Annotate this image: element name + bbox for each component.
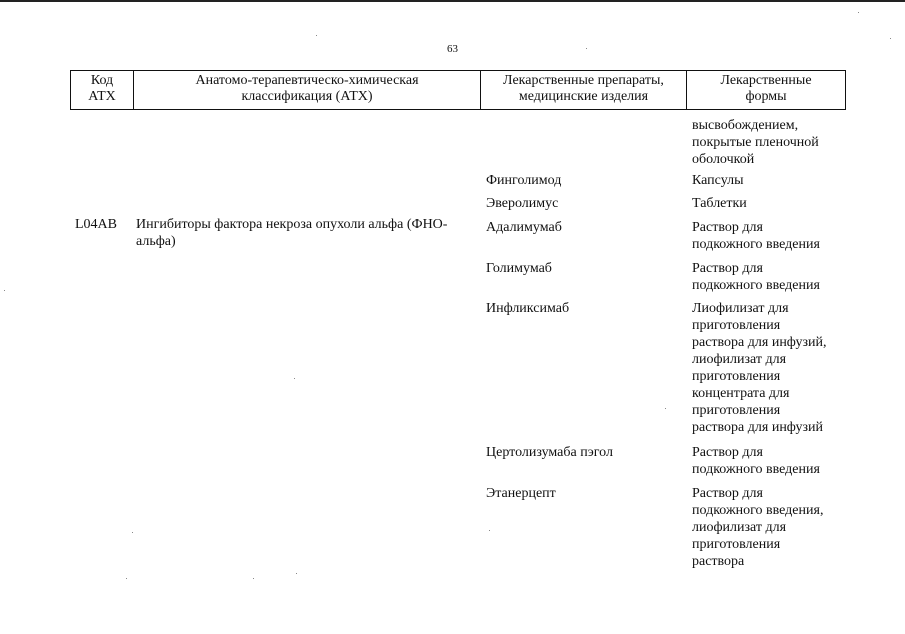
drug-name: Адалимумаб xyxy=(486,220,562,235)
header-forms xyxy=(686,71,845,109)
form-line: Раствор для xyxy=(692,220,763,235)
scan-speck xyxy=(489,530,490,531)
form-line: концентрата для xyxy=(692,386,790,401)
scan-speck xyxy=(296,573,297,574)
header-classification xyxy=(133,71,480,109)
form-line: подкожного введения xyxy=(692,462,820,477)
form-line: подкожного введения, xyxy=(692,503,824,518)
header-classification-line: классификация (АТХ) xyxy=(241,89,373,104)
drug-name: Финголимод xyxy=(486,173,562,188)
form-line: Лиофилизат для xyxy=(692,301,789,316)
form-line: раствора для инфузий, xyxy=(692,335,827,350)
form-line: лиофилизат для xyxy=(692,520,787,535)
form-line: подкожного введения xyxy=(692,237,820,252)
form-line: Капсулы xyxy=(692,173,744,188)
form-line: раствора xyxy=(692,554,745,569)
drug-form xyxy=(692,195,747,212)
scan-speck xyxy=(665,408,666,409)
drug-form xyxy=(692,300,827,436)
header-drugs xyxy=(480,71,686,109)
form-line: Раствор для xyxy=(692,261,763,276)
group-name-line: альфа) xyxy=(136,234,176,249)
drug-name: Голимумаб xyxy=(486,261,552,276)
form-line: приготовления xyxy=(692,537,781,552)
top-edge-line xyxy=(0,0,905,2)
drug-form xyxy=(692,485,823,570)
form-line: приготовления xyxy=(692,403,781,418)
table-header xyxy=(70,70,846,110)
form-line: высвобождением, xyxy=(692,118,799,133)
scan-speck xyxy=(132,532,133,533)
drug-form xyxy=(692,172,743,189)
form-line: лиофилизат для xyxy=(692,352,787,367)
header-code-line: Код xyxy=(90,73,114,88)
form-line: подкожного введения xyxy=(692,278,820,293)
drug-form xyxy=(692,219,820,253)
group-code: L04AB xyxy=(75,217,117,232)
scan-speck xyxy=(890,38,891,39)
form-line: оболочкой xyxy=(692,152,755,167)
drug-name: Этанерцепт xyxy=(486,486,556,501)
drug-form xyxy=(692,444,820,478)
scan-speck xyxy=(253,578,254,579)
scan-speck xyxy=(586,48,587,49)
header-code xyxy=(71,71,133,109)
form-line: Раствор для xyxy=(692,445,763,460)
page-number: 63 xyxy=(447,43,458,55)
continued-form xyxy=(692,117,819,168)
form-line: Таблетки xyxy=(692,196,747,211)
form-line: покрытые пленочной xyxy=(692,135,819,150)
header-drugs-line: Лекарственные препараты, xyxy=(503,73,664,88)
scan-speck xyxy=(858,12,859,13)
drug-form xyxy=(692,260,820,294)
drug-name: Цертолизумаба пэгол xyxy=(486,445,613,460)
header-drugs-line: медицинские изделия xyxy=(518,89,649,104)
scan-speck xyxy=(4,290,5,291)
drug-name: Инфликсимаб xyxy=(486,301,570,316)
header-forms-line: формы xyxy=(745,89,787,104)
form-line: приготовления xyxy=(692,318,781,333)
header-classification-line: Анатомо-терапевтическо-химическая xyxy=(195,73,419,88)
scan-speck xyxy=(126,578,127,579)
group-name xyxy=(136,216,478,250)
header-forms-line: Лекарственные xyxy=(720,73,812,88)
header-code-line: АТХ xyxy=(88,89,116,104)
drug-name: Эверолимус xyxy=(486,196,559,211)
form-line: приготовления xyxy=(692,369,781,384)
scan-speck xyxy=(316,35,317,36)
scan-speck xyxy=(294,378,295,379)
form-line: раствора для инфузий xyxy=(692,420,824,435)
group-name-line: Ингибиторы фактора некроза опухоли альфа (ФНО- xyxy=(136,217,448,232)
form-line: Раствор для xyxy=(692,486,763,501)
